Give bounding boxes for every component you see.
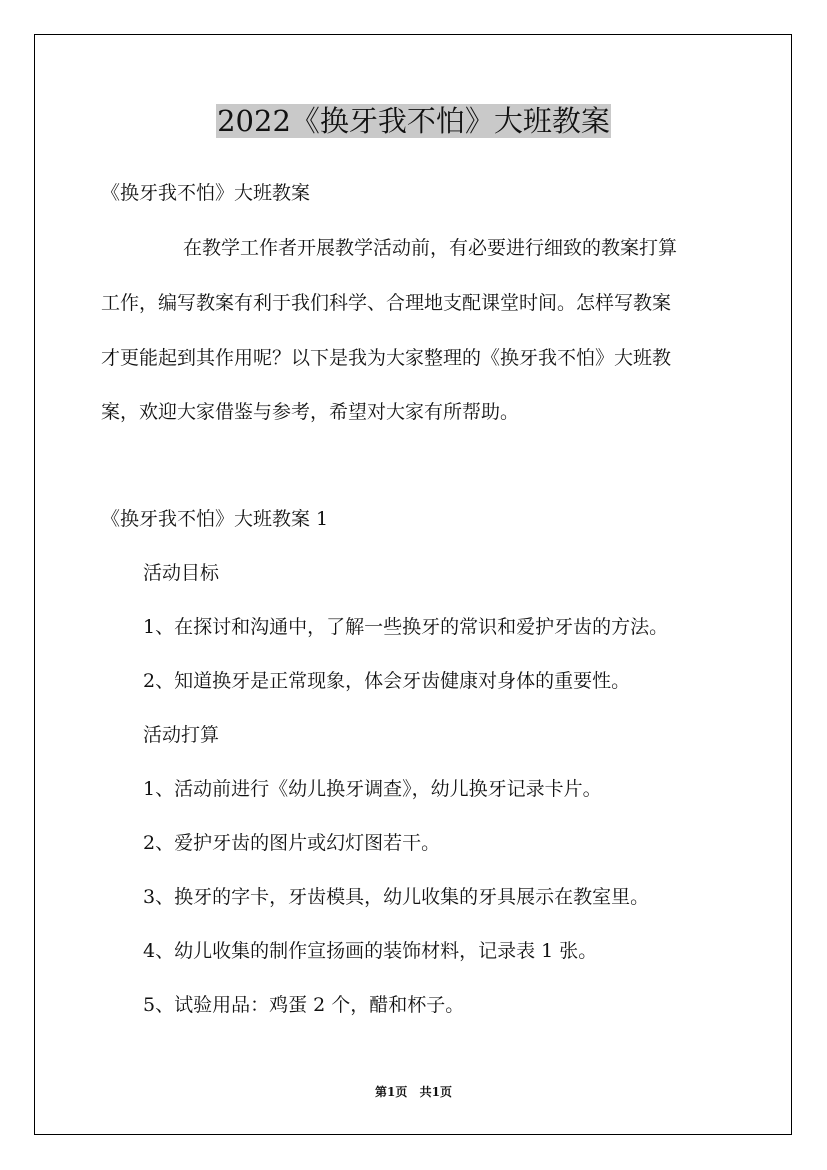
goal-item-2: 2、知道换牙是正常现象，体会牙齿健康对身体的重要性。 [143,670,631,692]
prep-heading: 活动打算 [143,724,220,746]
document-title-text: 2022《换牙我不怕》大班教案 [217,104,610,138]
document-title [0,101,827,141]
intro-line-4: 案，欢迎大家借鉴与参考，希望对大家有所帮助。 [101,401,520,423]
goal-item-1: 1、在探讨和沟通中，了解一些换牙的常识和爱护牙齿的方法。 [143,616,669,638]
prep-item-1: 1、活动前进行《幼儿换牙调查》，幼儿换牙记录卡片。 [143,778,602,800]
page-footer [0,1084,827,1100]
prep-item-4: 4、幼儿收集的制作宣扬画的装饰材料，记录表 1 张。 [143,940,598,962]
intro-line-3: 才更能起到其作用呢？以下是我为大家整理的《换牙我不怕》大班教 [101,347,672,369]
prep-item-3: 3、换牙的字卡，牙齿模具，幼儿收集的牙具展示在教室里。 [143,886,650,908]
intro-line-1: 在教学工作者开展教学活动前，有必要进行细致的教案打算 [183,237,678,259]
prep-item-2: 2、爱护牙齿的图片或幻灯图若干。 [143,832,441,854]
intro-line-2: 工作，编写教案有利于我们科学、合理地支配课堂时间。怎样写教案 [101,292,672,314]
section-heading: 《换牙我不怕》大班教案 1 [101,508,329,530]
prep-item-5: 5、试验用品：鸡蛋 2 个，醋和杯子。 [143,994,465,1016]
footer-page-total: 共1页 [419,1085,452,1099]
document-subtitle: 《换牙我不怕》大班教案 [101,182,311,204]
goals-heading: 活动目标 [143,562,220,584]
footer-page-number: 第1页 [375,1085,408,1099]
